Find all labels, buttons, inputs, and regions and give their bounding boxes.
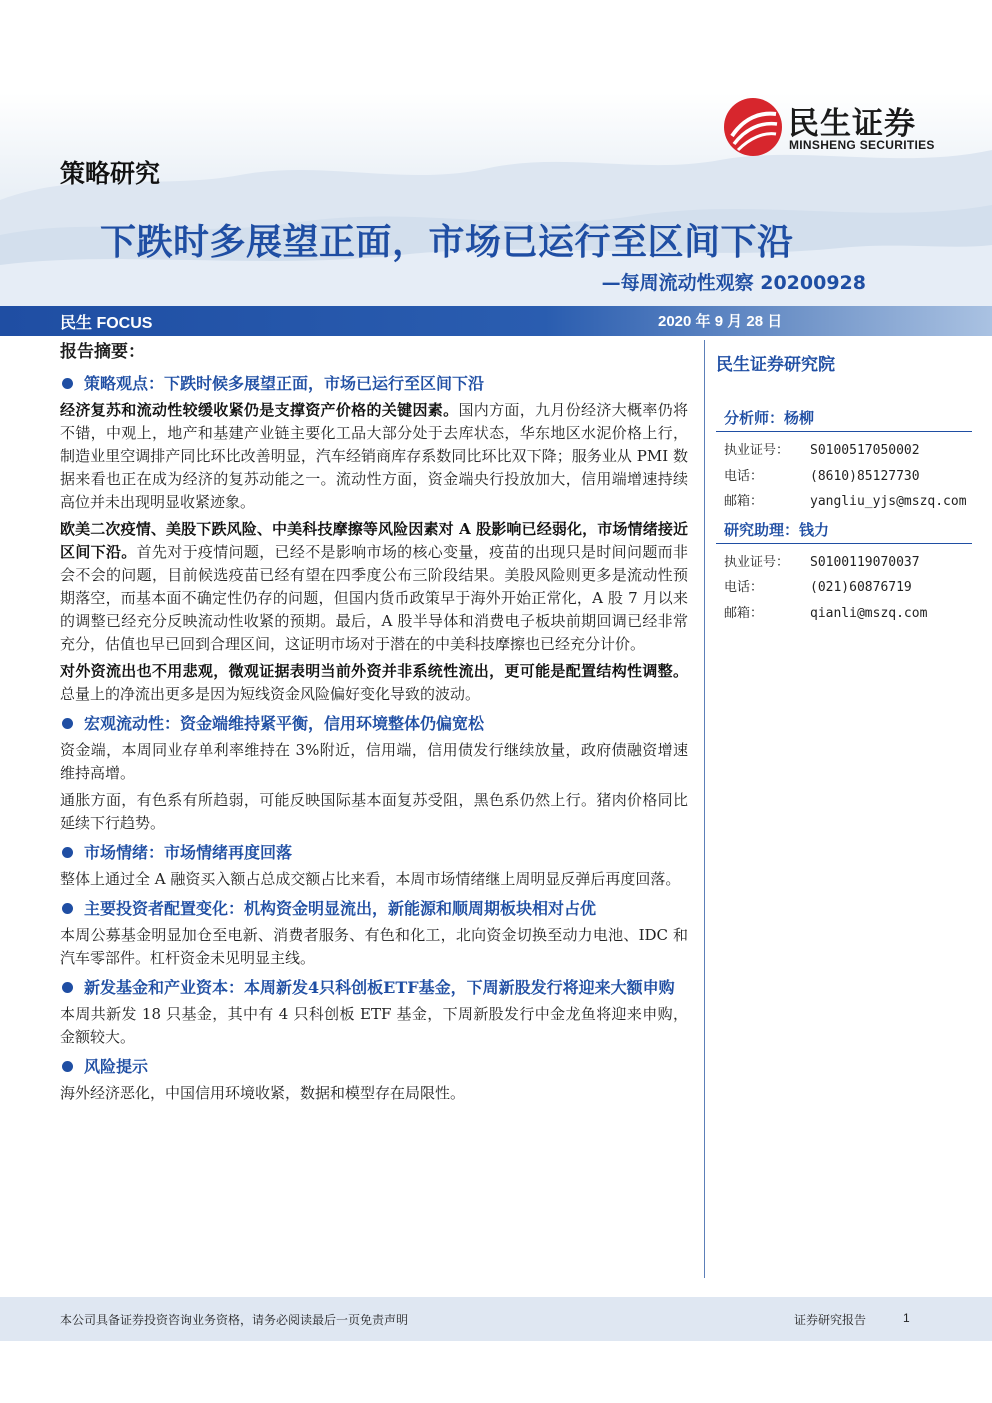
contact-value: S0100517050002 xyxy=(810,443,920,458)
paragraph xyxy=(60,518,688,656)
paragraph xyxy=(60,660,688,706)
section-heading xyxy=(60,976,688,999)
paragraph-text: 本周公募基金明显加仓至电新、消费者服务、有色和化工，北向资金切换至动力电池、IDC 和汽车零部件。杠杆资金未见明显主线。 xyxy=(60,926,688,967)
bullet-icon xyxy=(62,718,73,729)
contact-label: 电话： xyxy=(724,468,764,484)
paragraph-text: 资金端，本周同业存单利率维持在 3%附近，信用端，信用债发行继续放量，政府债融资增速维持高增。 xyxy=(60,741,688,782)
paragraph-lead: 对外资流出也不用悲观，微观证据表明当前外资并非系统性流出，更可能是配置结构性调整。 xyxy=(60,662,688,680)
section-heading xyxy=(60,1055,688,1078)
bullet-icon xyxy=(62,903,73,914)
section-title: 新发基金和产业资本：本周新发4只科创板ETF基金，下周新股发行将迎来大额申购 xyxy=(84,978,675,997)
minsheng-logo xyxy=(722,96,952,158)
report-summary xyxy=(60,340,688,1109)
report-category: 策略研究 xyxy=(60,159,161,188)
bullet-icon xyxy=(62,1061,73,1072)
paragraph-lead: 欧美二次疫情、美股下跌风险、中美科技摩擦等风险因素对 A 股影响已经弱化，市场情绪接近区间下沿。 xyxy=(60,520,688,561)
page-footer xyxy=(0,1297,992,1341)
paragraph-text: 首先对于疫情问题，已经不是影响市场的核心变量，疫苗的出现只是时间问题而非会不会的问题，目前候选疫苗已经有望在四季度公布三阶段结果。美股风险则更多是流动性预期落空，而基本面不确定性仍存的问题，但国内货币政策早于海外开始正常化，A 股 7 月以来的调整已经充分反映流动性收紧的预期。最后，A 股半导体和消费电子板块前期回调已经非常充分，估值也早已回到合理区间，这证明市场对于潜在的中美科技摩擦也已经充分计价。 xyxy=(60,543,688,653)
section-heading xyxy=(60,712,688,735)
paragraph-lead: 经济复苏和流动性较缓收紧仍是支撑资产价格的关键因素。 xyxy=(60,401,459,419)
contact-row xyxy=(716,550,976,576)
contact-label: 执业证号： xyxy=(724,443,790,458)
paragraph-text: 总量上的净流出更多是因为短线资金风险偏好变化导致的波动。 xyxy=(60,685,481,703)
paragraph xyxy=(60,739,688,785)
bullet-icon xyxy=(62,982,73,993)
contact-row xyxy=(716,438,976,464)
focus-label: 民生 FOCUS xyxy=(60,315,153,332)
report-title: 下跌时多展望正面，市场已运行至区间下沿 xyxy=(100,222,794,263)
footer-report-type: 证券研究报告 xyxy=(794,1313,867,1327)
sidebar xyxy=(716,350,976,626)
logo-chinese-name: 民生证券 xyxy=(788,106,916,142)
summary-heading: 报告摘要： xyxy=(60,342,145,362)
analyst-info xyxy=(716,438,976,515)
contact-value: qianli@mszq.com xyxy=(810,605,928,621)
logo-emblem-icon xyxy=(722,96,784,158)
section-heading xyxy=(60,841,688,864)
paragraph-text: 国内方面，九月份经济大概率仍将不错，中观上，地产和基建产业链主要化工品大部分处于去库状态，华东地区水泥价格上行，制造业里空调排产同比环比改善明显，汽车经销商库存系数同比环比双下降；服务业从 PMI 数据来看也正在成为经济的复苏动能之一。流动性方面，资金端央行投放加大，信用端增速持续高位并未出现明显收紧迹象。 xyxy=(60,401,688,511)
contact-value: (8610)85127730 xyxy=(810,468,920,484)
contact-value: yangliu_yjs@mszq.com xyxy=(810,494,967,509)
contact-row xyxy=(716,575,976,601)
contact-row xyxy=(716,489,976,515)
section-heading xyxy=(60,372,688,395)
paragraph xyxy=(60,789,688,835)
contact-row xyxy=(716,601,976,627)
contact-label: 电话： xyxy=(724,580,764,595)
paragraph xyxy=(60,868,688,891)
institute-name: 民生证券研究院 xyxy=(716,355,835,375)
contact-value: S0100119070037 xyxy=(810,554,920,570)
bullet-icon xyxy=(62,847,73,858)
paragraph xyxy=(60,924,688,970)
section-title: 风险提示 xyxy=(84,1057,149,1076)
paragraph-text: 整体上通过全 A 融资买入额占总成交额占比来看，本周市场情绪继上周明显反弹后再度回落。 xyxy=(60,870,681,888)
report-date: 2020 年 9 月 28 日 xyxy=(658,313,783,330)
paragraph xyxy=(60,1082,688,1105)
paragraph-text: 本周共新发 18 只基金，其中有 4 只科创板 ETF 基金，下周新股发行中金龙鱼将迎来申购，金额较大。 xyxy=(60,1005,688,1046)
page-number: 1 xyxy=(903,1311,910,1325)
paragraph-text: 通胀方面，有色系有所趋弱，可能反映国际基本面复苏受阻，黑色系仍然上行。猪肉价格同比延续下行趋势。 xyxy=(60,791,688,832)
contact-value: (021)60876719 xyxy=(810,580,912,595)
summary-sections xyxy=(60,372,688,1105)
assistant-info xyxy=(716,550,976,627)
report-subtitle: —每周流动性观察 20200928 xyxy=(601,272,866,294)
contact-label: 邮箱： xyxy=(724,605,764,621)
contact-label: 邮箱： xyxy=(724,494,764,509)
paragraph xyxy=(60,1003,688,1049)
section-heading xyxy=(60,897,688,920)
logo-english-name: MINSHENG SECURITIES xyxy=(789,138,935,152)
section-title: 宏观流动性：资金端维持紧平衡，信用环境整体仍偏宽松 xyxy=(84,714,485,733)
assistant-title: 研究助理：钱力 xyxy=(716,519,972,544)
paragraph xyxy=(60,399,688,514)
section-title: 策略观点：下跌时候多展望正面，市场已运行至区间下沿 xyxy=(84,374,485,393)
footer-disclaimer: 本公司具备证券投资咨询业务资格，请务必阅读最后一页免责声明 xyxy=(60,1313,409,1327)
focus-bar xyxy=(0,306,992,336)
analyst-title: 分析师：杨柳 xyxy=(716,407,972,432)
bullet-icon xyxy=(62,378,73,389)
section-title: 主要投资者配置变化：机构资金明显流出，新能源和顺周期板块相对占优 xyxy=(84,899,597,918)
column-divider xyxy=(704,340,705,1278)
section-title: 市场情绪：市场情绪再度回落 xyxy=(84,843,293,862)
contact-row xyxy=(716,464,976,490)
paragraph-text: 海外经济恶化，中国信用环境收紧，数据和模型存在局限性。 xyxy=(60,1084,466,1102)
contact-label: 执业证号： xyxy=(724,554,790,570)
